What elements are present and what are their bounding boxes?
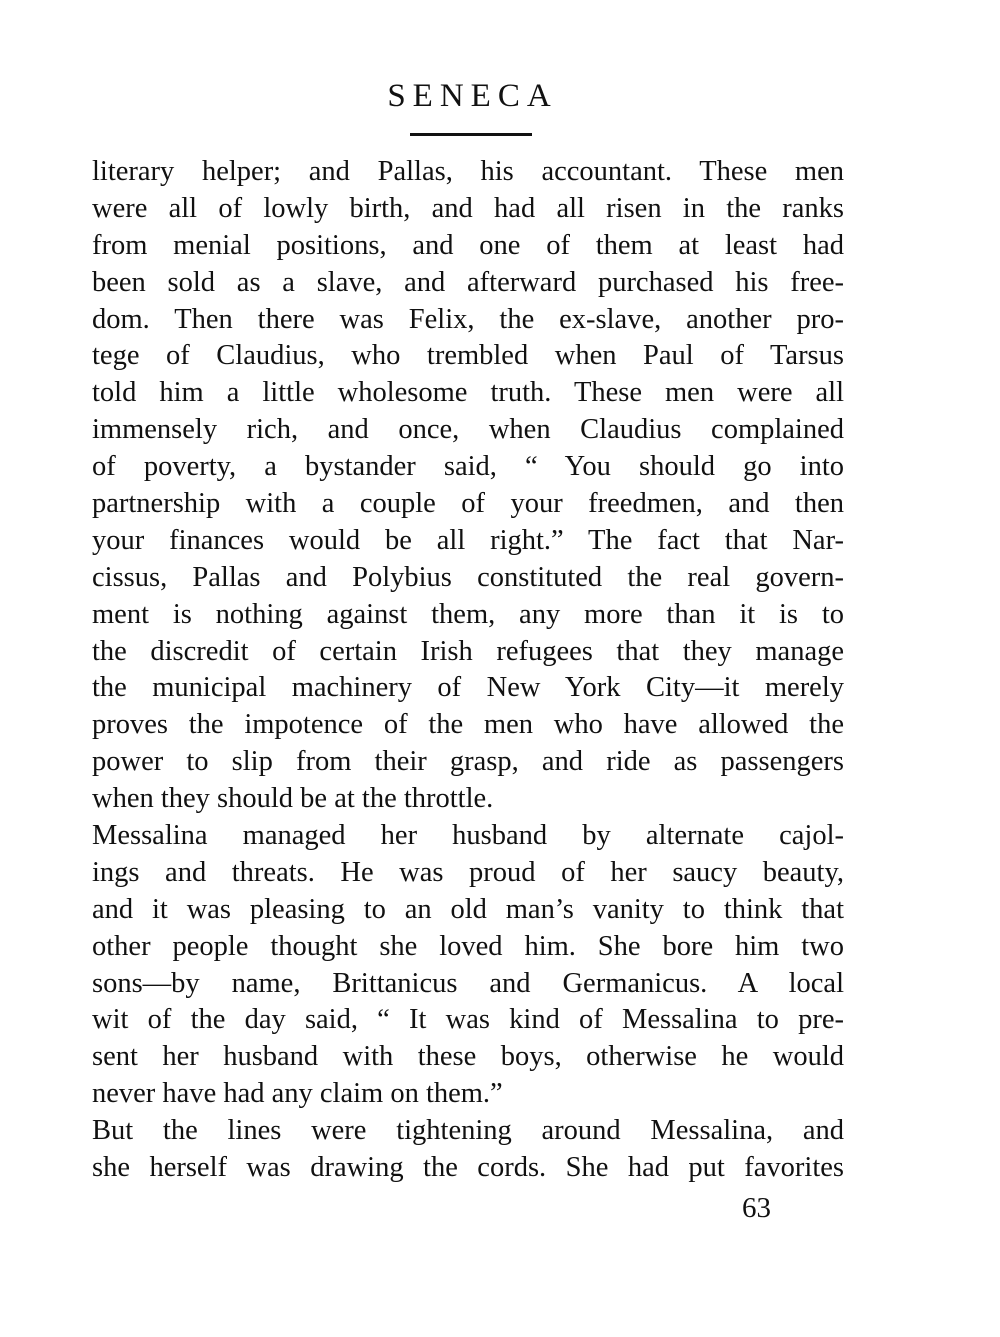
text-line: But the lines were tightening around Messalina, and [92,1115,844,1147]
text-line: of poverty, a bystander said, “ You should go into [92,451,844,483]
paragraph [92,818,844,1113]
text-line: she herself was drawing the cords. She had put favorites [92,1152,844,1184]
text-line: been sold as a slave, and afterward purchased his free- [92,266,844,298]
text-line: your finances would be all right.” The fact that Nar- [92,524,844,556]
paragraph [92,154,844,818]
text-line: from menial positions, and one of them at least had [92,229,844,261]
page-number: 63 [742,1192,771,1224]
running-head: SENECA [387,78,558,114]
text-line: other people thought she loved him. She bore him two [92,930,844,962]
text-line: immensely rich, and once, when Claudius complained [92,414,844,446]
text-line: sent her husband with these boys, otherwise he would [92,1041,844,1073]
text-line: ings and threats. He was proud of her saucy beauty, [92,856,844,888]
head-rule [410,133,532,136]
text-line: and it was pleasing to an old man’s vanity to think that [92,893,844,925]
text-line: power to slip from their grasp, and ride as passengers [92,746,844,778]
text-line: the municipal machinery of New York City—it merely [92,672,844,704]
text-line: partnership with a couple of your freedmen, and then [92,488,844,520]
text-line: proves the impotence of the men who have allowed the [92,709,844,741]
text-line: told him a little wholesome truth. These men were all [92,377,844,409]
text-line: the discredit of certain Irish refugees that they manage [92,635,844,667]
text-line: Messalina managed her husband by alternate cajol- [92,820,844,852]
paragraph [92,1113,844,1187]
text-line: were all of lowly birth, and had all risen in the ranks [92,192,844,224]
text-line: tege of Claudius, who trembled when Paul of Tarsus [92,340,844,372]
text-line: dom. Then there was Felix, the ex-slave, another pro- [92,303,844,335]
text-line: literary helper; and Pallas, his accountant. These men [92,156,844,187]
text-line: never have had any claim on them.” [92,1078,503,1110]
text-line: sons—by name, Brittanicus and Germanicus. A local [92,967,844,999]
text-line: ment is nothing against them, any more than it is to [92,598,844,630]
text-line: wit of the day said, “ It was kind of Messalina to pre- [92,1004,844,1036]
text-line: cissus, Pallas and Polybius constituted the real govern- [92,561,844,593]
body-text [92,154,844,1187]
text-line: when they should be at the throttle. [92,783,494,815]
